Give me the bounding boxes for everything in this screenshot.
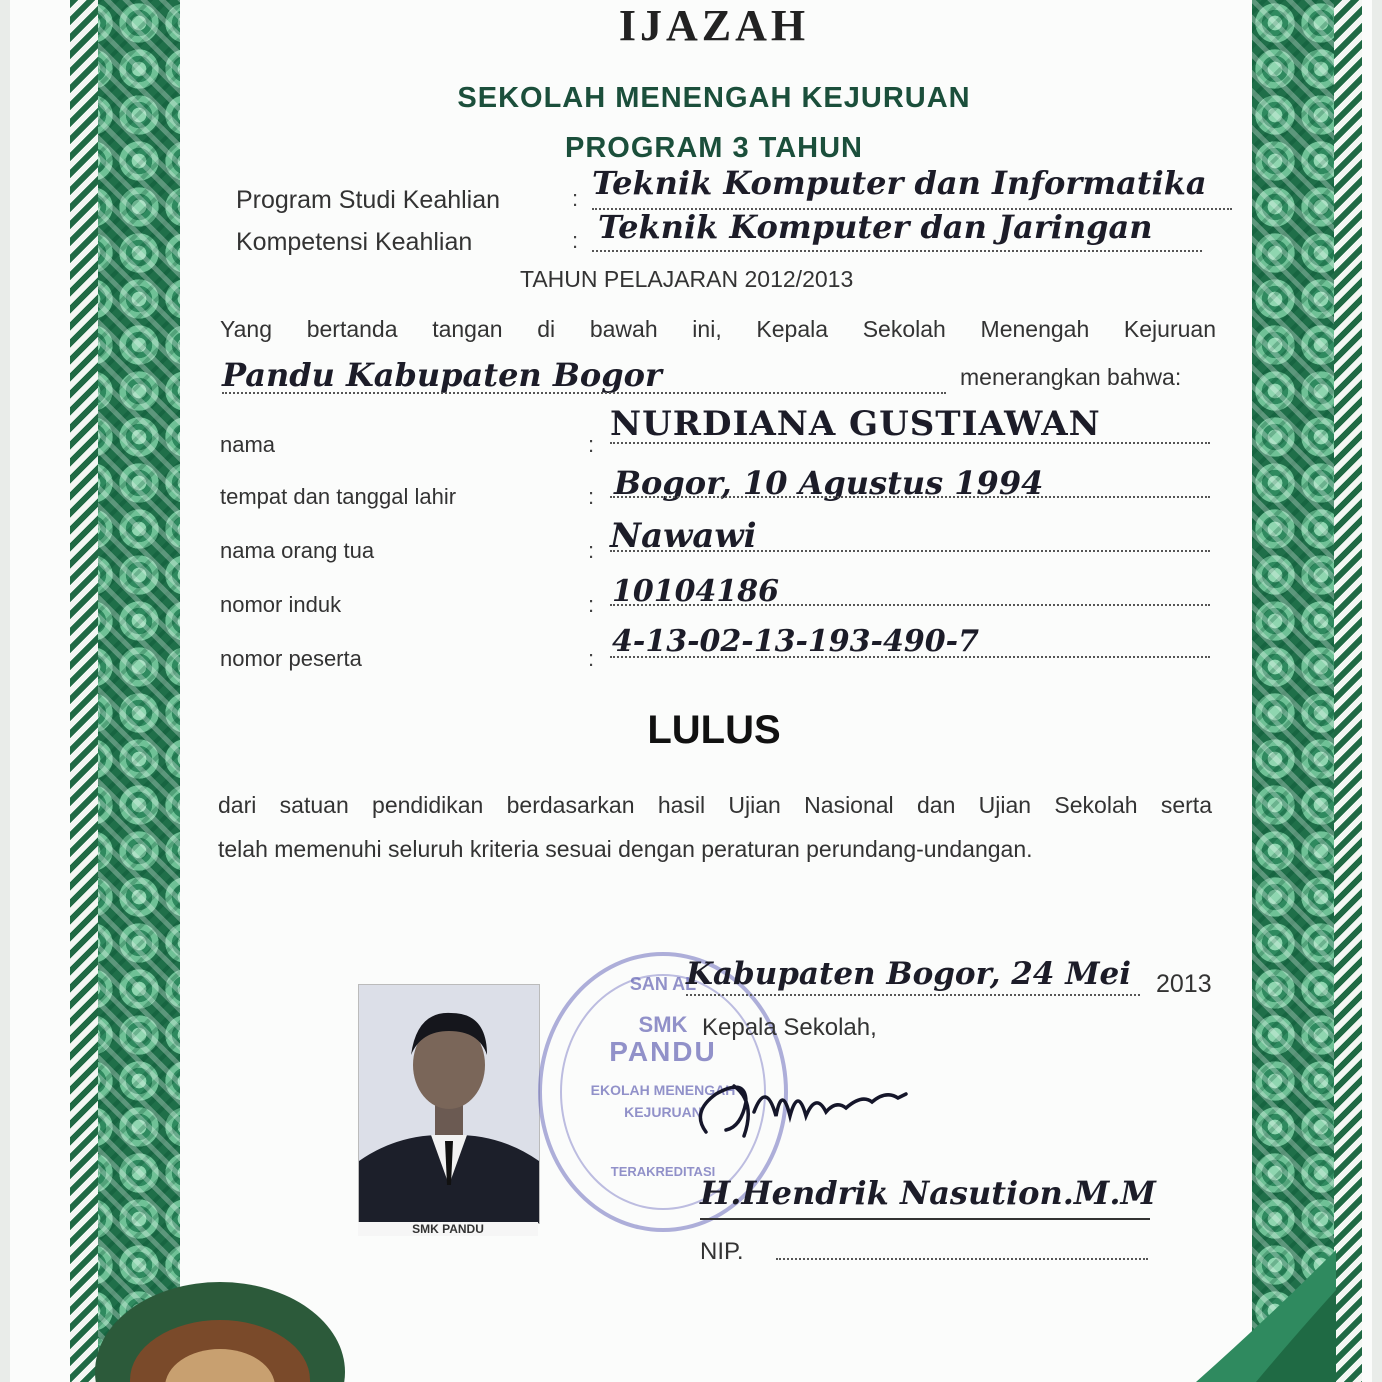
stamp-name: PANDU: [609, 1036, 717, 1067]
left-border-zigzag: [70, 0, 98, 1382]
field-value-ttl: Bogor, 10 Agustus 1994: [614, 464, 1044, 502]
field-label-nomor-induk: nomor induk: [220, 592, 342, 617]
field-label-orang-tua: nama orang tua: [220, 538, 375, 563]
stamp-line-2: KEJURUAN: [624, 1104, 702, 1120]
handwritten-signature: [686, 1072, 926, 1142]
colon: :: [588, 592, 595, 617]
intro-suffix: menerangkan bahwa:: [960, 364, 1182, 390]
field-label-ttl: tempat dan tanggal lahir: [220, 484, 457, 509]
field-value-orang-tua: Nawawi: [610, 516, 757, 556]
result-status: LULUS: [647, 708, 781, 752]
bottom-left-ornament: [90, 1262, 350, 1382]
program-heading: PROGRAM 3 TAHUN: [564, 132, 864, 164]
dotted-line: [592, 250, 1202, 252]
stamp-line-1: EKOLAH MENENGAH: [590, 1082, 736, 1098]
student-photo: [358, 984, 540, 1224]
field-label-nomor-peserta: nomor peserta: [220, 646, 362, 671]
school-type-heading: SEKOLAH MENENGAH KEJURUAN: [457, 82, 971, 114]
result-line-1: dari satuan pendidikan berdasarkan hasil Ujian Nasional dan Ujian Sekolah serta: [218, 792, 1212, 818]
kompetensi-label: Kompetensi Keahlian: [236, 228, 473, 256]
result-line-2: telah memenuhi seluruh kriteria sesuai dengan peraturan perundang-undangan.: [218, 836, 1033, 862]
stamp-top-text: SAN AL: [629, 974, 697, 994]
bottom-right-ornament: [1196, 1250, 1336, 1382]
signature-name: H.Hendrik Nasution.M.M: [700, 1174, 1156, 1212]
colon: :: [588, 538, 595, 563]
intro-text: Yang bertanda tangan di bawah ini, Kepala Sekolah Menengah Kejuruan: [220, 316, 1216, 342]
certificate-sheet: [10, 0, 1372, 1382]
colon: :: [572, 228, 579, 253]
nip-label: NIP.: [700, 1238, 744, 1265]
dotted-line: [610, 442, 1210, 444]
dotted-line: [686, 994, 1140, 996]
dotted-line: [610, 496, 1210, 498]
dotted-line: [776, 1258, 1148, 1260]
field-value-nama: NURDIANA GUSTIAWAN: [610, 404, 1101, 444]
stamp-school: SMK: [638, 1012, 688, 1037]
field-value-nomor-peserta: 4-13-02-13-193-490-7: [612, 624, 979, 659]
signature-underline: [700, 1218, 1150, 1220]
school-name-value: Pandu Kabupaten Bogor: [222, 356, 662, 394]
field-value-nomor-induk: 10104186: [612, 574, 779, 609]
program-studi-label: Program Studi Keahlian: [236, 186, 501, 214]
signature-place-date: Kabupaten Bogor, 24 Mei: [686, 956, 1132, 992]
dotted-line: [610, 656, 1210, 658]
kompetensi-value: Teknik Komputer dan Jaringan: [598, 208, 1153, 246]
stamp-line-3: TERAKREDITASI: [610, 1164, 716, 1179]
photo-caption: SMK PANDU: [358, 1222, 538, 1236]
colon: :: [588, 646, 595, 671]
colon: :: [588, 484, 595, 509]
field-label-nama: nama: [220, 432, 276, 457]
dotted-line: [610, 604, 1210, 606]
dotted-line: [610, 550, 1210, 552]
colon: :: [572, 186, 579, 211]
signature-role: Kepala Sekolah,: [702, 1014, 877, 1041]
right-border-zigzag: [1334, 0, 1362, 1382]
tahun-pelajaran: TAHUN PELAJARAN 2012/2013: [520, 266, 854, 292]
dotted-line: [222, 392, 946, 394]
program-studi-value: Teknik Komputer dan Informatika: [592, 164, 1207, 202]
signature-year: 2013: [1156, 970, 1212, 998]
colon: :: [588, 432, 595, 457]
document-title: IJAZAH: [618, 1, 810, 50]
